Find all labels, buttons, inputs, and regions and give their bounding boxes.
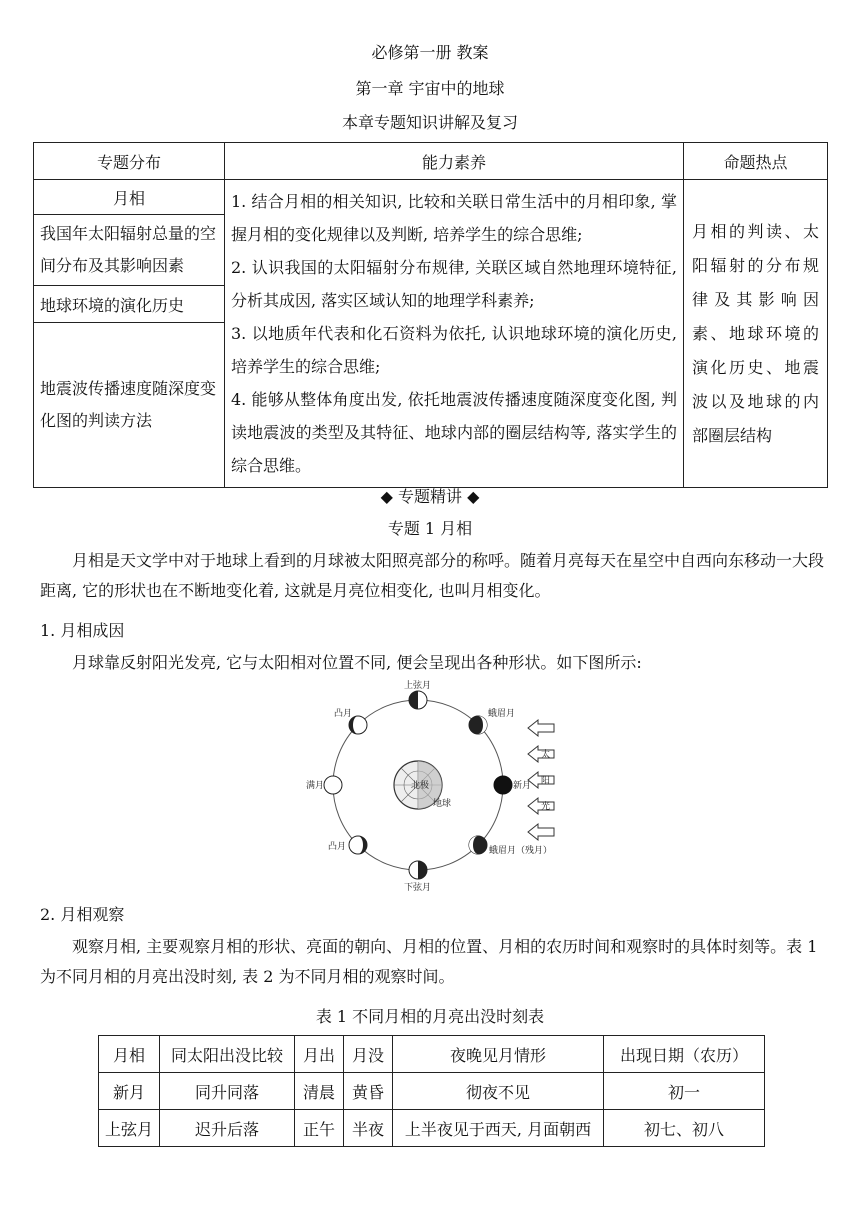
table-cell: 上半夜见于西天, 月面朝西 <box>393 1110 604 1147</box>
waxing-crescent-label: 蛾眉月 <box>488 709 516 719</box>
table-cell: 同升同落 <box>160 1073 295 1110</box>
table-row <box>99 1110 765 1147</box>
table-cell: 正午 <box>295 1110 344 1147</box>
moon-table <box>98 1035 765 1147</box>
topic-cell: 月相 <box>34 180 225 215</box>
moon-phase-diagram <box>300 680 570 895</box>
table-cell: 彻夜不见 <box>393 1073 604 1110</box>
topic1-title: 专题 1 月相 <box>387 519 473 538</box>
first-quarter-moon-icon <box>409 691 427 709</box>
new-moon-label: 新月 <box>513 781 532 791</box>
waning-crescent-moon-icon <box>469 836 487 854</box>
hotspots-cell: 月相的判读、太阳辐射的分布规律及其影响因素、地球环境的演化历史、地震波以及地球的内部圈层结构 <box>684 180 828 488</box>
table-cell: 迟升后落 <box>160 1110 295 1147</box>
lesson-title: 本章专题知识讲解及复习 <box>341 113 518 132</box>
ability-item: 2. 认识我国的太阳辐射分布规律, 关联区域自然地理环境特征, 分析其成因, 落实区域认知的地理学科素养; <box>231 258 677 310</box>
table-header-cell: 出现日期（农历） <box>604 1036 765 1073</box>
table-cell: 上弦月 <box>99 1110 160 1147</box>
table-row <box>99 1073 765 1110</box>
waxing-crescent-moon-icon <box>469 716 487 734</box>
sub1-title: 1. 月相成因 <box>40 621 125 640</box>
gibbous-bottom-label: 凸月 <box>328 842 347 852</box>
table-cell: 新月 <box>99 1073 160 1110</box>
last-quarter-moon-icon <box>409 861 427 879</box>
sub2-title: 2. 月相观察 <box>40 905 125 924</box>
last-quarter-label: 下弦月 <box>404 883 432 893</box>
header-topics: 专题分布 <box>34 143 225 180</box>
abilities-cell <box>225 180 684 488</box>
gibbous-top-label: 凸月 <box>334 709 353 719</box>
sub1-text: 月球靠反射阳光发亮, 它与太阳相对位置不同, 便会呈现出各种形状。如下图所示: <box>72 653 642 672</box>
table-cell: 初一 <box>604 1073 765 1110</box>
table-header-cell: 月没 <box>344 1036 393 1073</box>
north-pole-label: 北极 <box>411 781 430 791</box>
full-moon-icon <box>324 776 342 794</box>
table-header-cell: 夜晚见月情形 <box>393 1036 604 1073</box>
chapter-title: 第一章 宇宙中的地球 <box>355 79 505 98</box>
ability-item: 3. 以地质年代表和化石资料为依托, 认识地球环境的演化历史, 培养学生的综合思维; <box>231 324 677 376</box>
earth-label: 地球 <box>433 799 452 809</box>
sun-char-1: 太 <box>541 750 551 760</box>
moon-table-caption: 表 1 不同月相的月亮出没时刻表 <box>315 1007 545 1026</box>
intro-paragraph: 月相是天文学中对于地球上看到的月球被太阳照亮部分的称呼。随着月亮每天在星空中自西向东移动一大段距离, 它的形状也在不断地变化着, 这就是月亮位相变化, 也叫月相变化。 <box>40 551 825 600</box>
table-header-row <box>99 1036 765 1073</box>
ability-item: 1. 结合月相的相关知识, 比较和关联日常生活中的月相印象, 掌握月相的变化规律以及判断, 培养学生的综合思维; <box>231 192 677 244</box>
table-header-cell: 同太阳出没比较 <box>160 1036 295 1073</box>
header-abilities: 能力素养 <box>225 143 684 180</box>
new-moon-icon <box>494 776 512 794</box>
topic-cell: 地球环境的演化历史 <box>34 286 225 323</box>
book-title: 必修第一册 教案 <box>371 43 489 62</box>
table-cell: 半夜 <box>344 1110 393 1147</box>
sun-char-3: 光 <box>541 802 551 812</box>
full-moon-label: 满月 <box>306 781 325 791</box>
table-header-cell: 月出 <box>295 1036 344 1073</box>
sun-char-2: 阳 <box>541 776 551 786</box>
waning-crescent-label: 蛾眉月（残月） <box>489 846 553 856</box>
section-heading: ◆ 专题精讲 ◆ <box>380 487 480 506</box>
table-cell: 清晨 <box>295 1073 344 1110</box>
table-header-cell: 月相 <box>99 1036 160 1073</box>
header-hotspots: 命题热点 <box>684 143 828 180</box>
first-quarter-label: 上弦月 <box>404 681 432 691</box>
topic-cell: 我国年太阳辐射总量的空间分布及其影响因素 <box>34 215 225 286</box>
table-cell: 初七、初八 <box>604 1110 765 1147</box>
table-cell: 黄昏 <box>344 1073 393 1110</box>
gibbous-bottom-moon-icon <box>349 836 367 854</box>
topic-table <box>33 142 828 488</box>
sub2-text: 观察月相, 主要观察月相的形状、亮面的朝向、月相的位置、月相的农历时间和观察时的具体时刻等。表 1 为不同月相的月亮出没时刻, 表 2 为不同月相的观察时间。 <box>40 937 818 986</box>
ability-item: 4. 能够从整体角度出发, 依托地震波传播速度随深度变化图, 判读地震波的类型及其特征、地球内部的圈层结构等, 落实学生的综合思维。 <box>231 390 677 475</box>
topic-cell: 地震波传播速度随深度变化图的判读方法 <box>34 323 225 488</box>
